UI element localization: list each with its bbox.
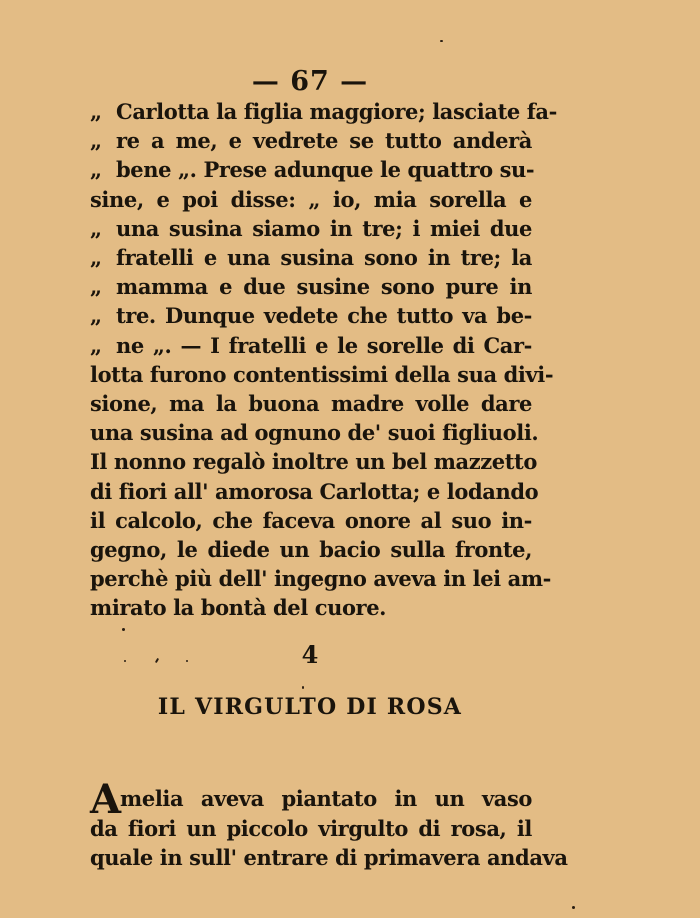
line-text: sine, e poi disse: „ io, mia sorella e [90, 186, 532, 212]
quote-mark: „ [90, 274, 103, 300]
line-text: ne „. — I fratelli e le sorelle di Car- [116, 332, 532, 358]
text-line [90, 243, 532, 272]
line-text: sione, ma la buona madre volle dare [90, 391, 532, 416]
text-line [90, 535, 532, 564]
line-text: mirato la bontà del cuore. [90, 595, 387, 621]
quote-mark: „ [90, 99, 103, 124]
story-text [90, 775, 568, 873]
drop-cap: A [90, 775, 122, 823]
text-line [90, 272, 532, 301]
text-line [90, 360, 554, 389]
quote-mark: „ [90, 245, 103, 270]
story-first-line [90, 775, 532, 823]
paper-speck [572, 906, 575, 909]
quote-mark: „ [90, 128, 103, 154]
line-text: quale in sull' entrare di primavera andava [90, 845, 568, 870]
text-line [90, 506, 532, 535]
line-text: Il nonno regalò inoltre un bel mazzetto [90, 449, 537, 475]
text-line [90, 331, 532, 360]
section-number: 4 [301, 640, 319, 669]
line-text: mamma e due susine sono pure in [116, 274, 532, 300]
line-text: una susina ad ognuno de' suoi figliuoli. [90, 420, 539, 446]
paper-speck [302, 686, 304, 689]
line-text: da fiori un piccolo virgulto di rosa, il [90, 815, 532, 841]
quote-mark: „ [90, 215, 103, 241]
text-line [90, 447, 537, 476]
text-line [90, 477, 539, 506]
line-text: Carlotta la figlia maggiore; lasciate fa- [116, 99, 557, 124]
text-line [90, 126, 532, 155]
text-line [90, 214, 532, 243]
paper-speck [186, 660, 188, 662]
quote-mark: „ [90, 332, 103, 358]
line-text: gegno, le diede un bacio sulla fronte, [90, 536, 532, 562]
text-line [90, 155, 535, 184]
line-text: tre. Dunque vedete che tutto va be- [116, 303, 532, 329]
line-text: il calcolo, che faceva onore al suo in- [90, 507, 532, 533]
text-line [90, 593, 532, 622]
paper-speck [124, 660, 126, 662]
text-line [90, 185, 532, 214]
page-number: — 67 — [251, 66, 369, 97]
quote-mark: „ [90, 303, 103, 329]
line-text: lotta furono contentissimi della sua divi- [90, 361, 554, 387]
text-line [90, 97, 557, 126]
text-block [90, 97, 557, 623]
line-text: melia aveva piantato in un vaso [120, 786, 532, 811]
line-text: una susina siamo in tre; i miei due [116, 215, 532, 241]
paper-speck [122, 628, 125, 631]
line-text: fratelli e una susina sono in tre; la [116, 245, 532, 270]
line-text: di fiori all' amorosa Carlotta; e lodando [90, 478, 539, 504]
quote-mark: „ [90, 157, 103, 183]
text-line [90, 301, 532, 330]
line-text: re a me, e vedrete se tutto anderà [116, 128, 532, 154]
section-title: IL VIRGULTO DI ROSA [157, 694, 463, 720]
text-line [90, 564, 551, 593]
text-line [90, 389, 532, 418]
paper-speck [440, 40, 443, 42]
line-text: bene „. Prese adunque le quattro su- [116, 157, 535, 183]
line-text: perchè più dell' ingegno aveva in lei am- [90, 566, 551, 592]
text-line [90, 418, 539, 447]
